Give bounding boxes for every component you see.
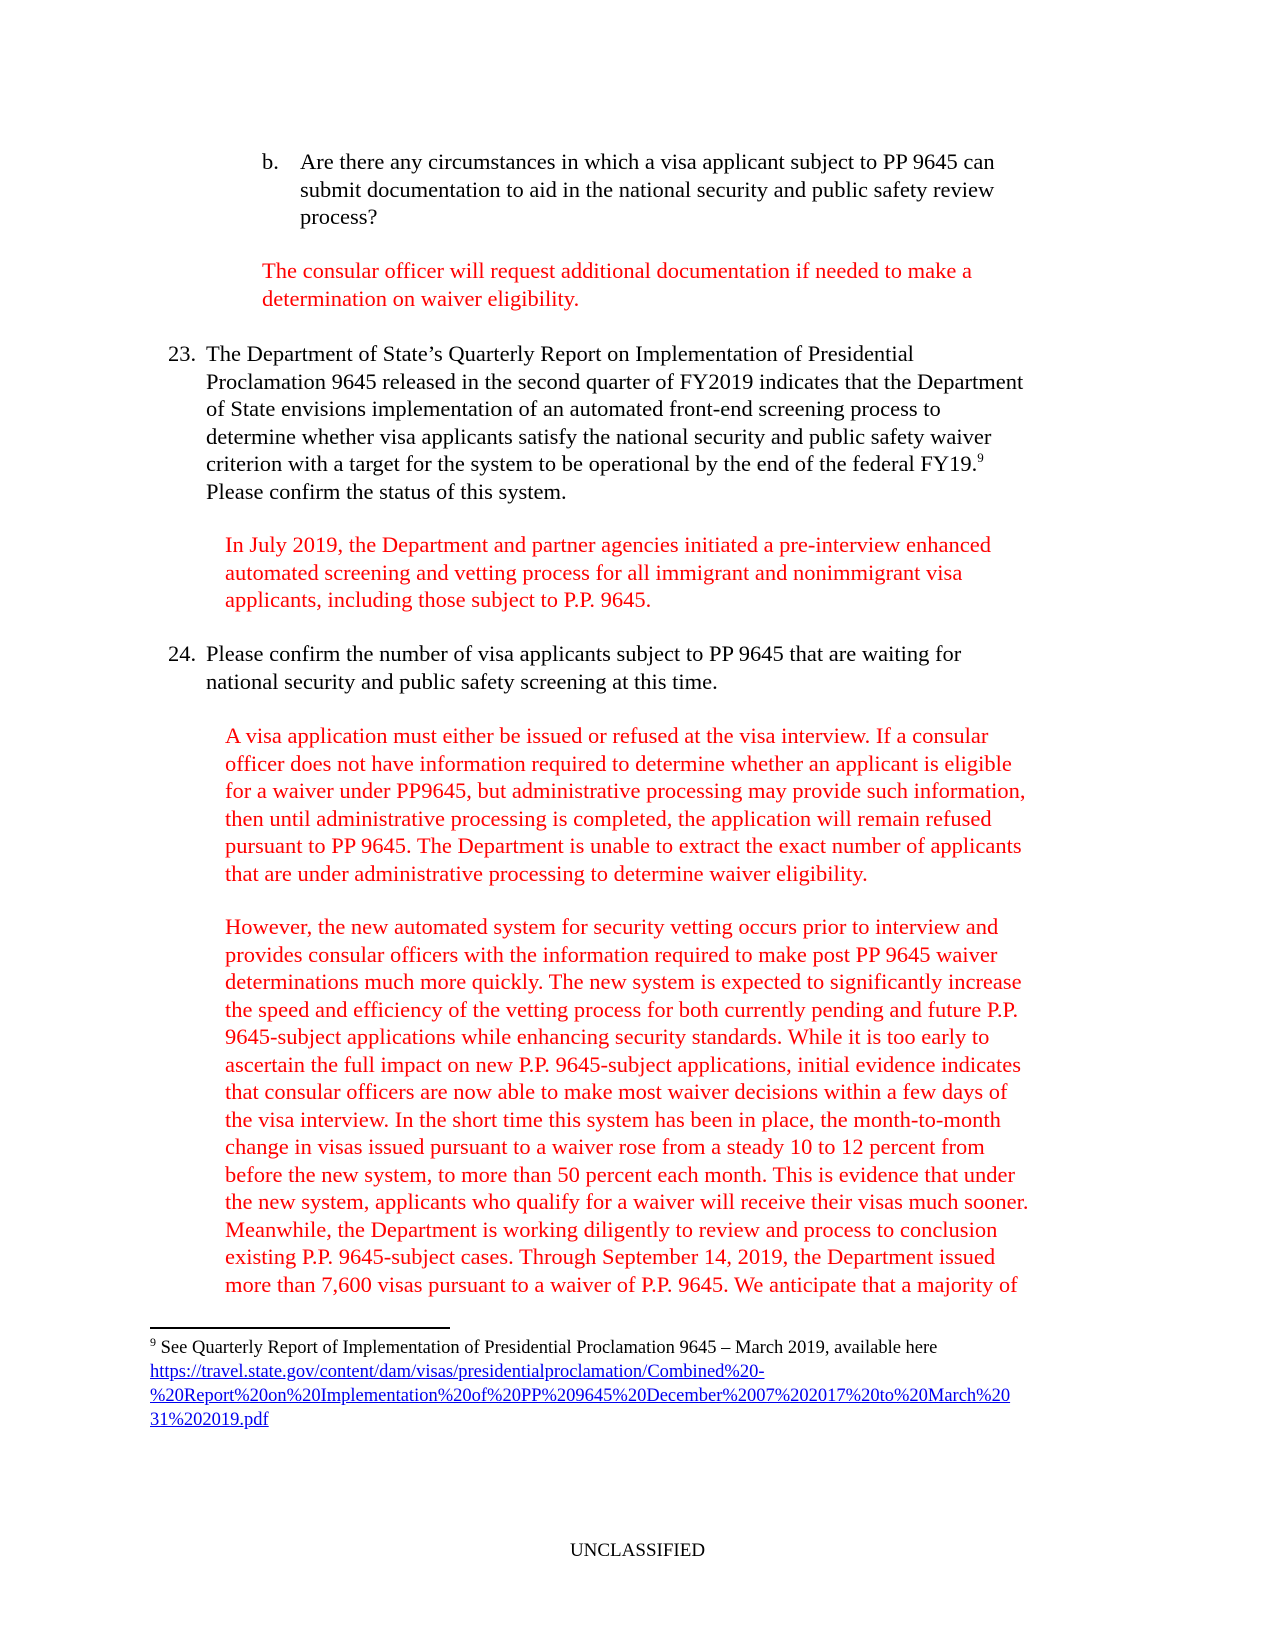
- footnote-reference[interactable]: 9: [977, 450, 984, 465]
- text-line: applicants, including those subject to P.P. 9645.: [225, 587, 652, 612]
- text-line: determine whether visa applicants satisfy the national security and public safety waiver: [206, 423, 992, 449]
- text-segment: criterion with a target for the system to be operational by the end of the federal FY19.: [206, 451, 978, 476]
- text-line: that are under administrative processing to determine waiver eligibility.: [225, 860, 868, 886]
- text-line: for a waiver under PP9645, but administrative processing may provide such information,: [225, 778, 1026, 803]
- text-line: pursuant to PP 9645. The Department is unable to extract the exact number of applicants: [225, 833, 1022, 858]
- footnote-text-line: [150, 1336, 1130, 1360]
- text-line: the visa interview. In the short time this system has been in place, the month-to-month: [225, 1106, 1001, 1132]
- link-line[interactable]: https://travel.state.gov/content/dam/visas/presidentialproclamation/Combined%20-: [150, 1362, 765, 1382]
- question-text: [300, 148, 1102, 231]
- question-b: [262, 148, 1102, 231]
- text-line: ascertain the full impact on new P.P. 9645-subject applications, initial evidence indicates: [225, 1051, 1022, 1077]
- text-line: submit documentation to aid in the national security and public safety review: [300, 176, 995, 202]
- text-line: The consular officer will request additional documentation if needed to make a: [262, 258, 972, 283]
- question-marker: 24.: [168, 641, 197, 666]
- text-line: 9645-subject applications while enhancing security standards. While it is too early to: [225, 1024, 990, 1049]
- text-line: Are there any circumstances in which a visa applicant subject to PP 9645 can: [300, 149, 995, 174]
- text-line: Proclamation 9645 released in the second quarter of FY2019 indicates that the Department: [206, 368, 1024, 394]
- answer-b: [262, 257, 1102, 312]
- text-line: determinations much more quickly. The new system is expected to significantly increase: [225, 969, 1022, 994]
- text-line: However, the new automated system for security vetting occurs prior to interview and: [225, 914, 999, 939]
- text-line: Please confirm the status of this system.: [206, 478, 567, 504]
- link-line[interactable]: %20Report%20on%20Implementation%20of%20PP%209645%20December%2007%202017%20to%20March%20: [150, 1386, 1011, 1406]
- question-23: [168, 340, 1113, 505]
- text-line: the speed and efficiency of the vetting process for both currently pending and future P.P.: [225, 996, 1019, 1022]
- text-line: before the new system, to more than 50 percent each month. This is evidence that under: [225, 1161, 1015, 1187]
- question-marker: 23.: [168, 341, 197, 366]
- text-line: Please confirm the number of visa applicants subject to PP 9645 that are waiting for: [206, 641, 962, 666]
- text-line: more than 7,600 visas pursuant to a waiver of P.P. 9645. We anticipate that a majority of: [225, 1271, 1018, 1297]
- footnote-link[interactable]: [150, 1360, 1130, 1432]
- question-marker: b.: [262, 149, 279, 174]
- question-24: [168, 640, 1113, 695]
- footnote-text: See Quarterly Report of Implementation of Presidential Proclamation 9645 – March 2019, available here: [156, 1338, 938, 1358]
- text-line: the new system, applicants who qualify for a waiver will receive their visas much sooner.: [225, 1189, 1029, 1214]
- text-line: national security and public safety screening at this time.: [206, 668, 718, 694]
- text-line: that consular officers are now able to make most waiver decisions within a few days of: [225, 1079, 1008, 1104]
- link-line[interactable]: 31%202019.pdf: [150, 1410, 269, 1430]
- text-line: The Department of State’s Quarterly Report on Implementation of Presidential: [206, 341, 914, 366]
- answer-23: [225, 531, 1105, 614]
- text-line: then until administrative processing is completed, the application will remain refused: [225, 805, 992, 831]
- text-line: automated screening and vetting process for all immigrant and nonimmigrant visa: [225, 559, 963, 585]
- answer-24-paragraph-2: [225, 913, 1125, 1298]
- question-text: [206, 340, 1113, 505]
- answer-24-paragraph-1: [225, 722, 1125, 887]
- text-line: determination on waiver eligibility.: [262, 285, 580, 311]
- text-line: [206, 450, 1113, 478]
- question-text: [206, 640, 1113, 695]
- text-line: provides consular officers with the information required to make post PP 9645 waiver: [225, 941, 998, 967]
- footnote: [150, 1336, 1130, 1432]
- text-line: existing P.P. 9645-subject cases. Through September 14, 2019, the Department issued: [225, 1244, 996, 1269]
- footnote-separator: [150, 1327, 450, 1329]
- text-line: officer does not have information required to determine whether an applicant is eligible: [225, 750, 1012, 776]
- text-line: Meanwhile, the Department is working diligently to review and process to conclusion: [225, 1216, 998, 1242]
- text-line: In July 2019, the Department and partner agencies initiated a pre-interview enhanced: [225, 532, 991, 557]
- text-line: change in visas issued pursuant to a waiver rose from a steady 10 to 12 percent from: [225, 1134, 985, 1159]
- text-line: A visa application must either be issued or refused at the visa interview. If a consular: [225, 723, 989, 748]
- footnote-number: 9: [150, 1335, 156, 1349]
- text-line: process?: [300, 204, 378, 229]
- classification-marking: UNCLASSIFIED: [569, 1540, 706, 1561]
- text-line: of State envisions implementation of an automated front-end screening process to: [206, 396, 941, 421]
